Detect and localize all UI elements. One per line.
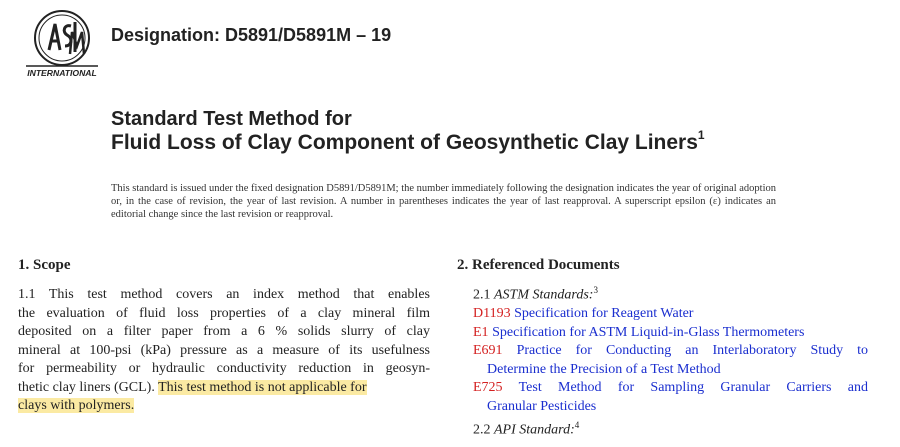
scope-line: mineral at 100-psi (kPa) pressure as a measure of its usefulness bbox=[18, 342, 430, 358]
reference-code-link[interactable]: E691 bbox=[473, 343, 503, 359]
highlighted-text: clays with polymers. bbox=[18, 398, 135, 413]
logo-wordmark: INTERNATIONAL bbox=[27, 68, 97, 78]
scope-line bbox=[18, 397, 430, 416]
scope-line: for permeability or hydraulic conductivity reduction in geosyn- bbox=[18, 361, 430, 376]
reference-title-link[interactable]: Specification for Reagent Water bbox=[514, 306, 694, 322]
referenced-documents-heading: 2. Referenced Documents bbox=[457, 257, 620, 273]
reference-code-link[interactable]: E725 bbox=[473, 380, 503, 396]
title-footnote-mark: 1 bbox=[697, 128, 705, 142]
standard-notice: This standard is issued under the fixed designation D5891/D5891M; the number immediately following the designation indicates the year of original adoption or, in the case of revision, the year of last revision. A number in parentheses indicates the year of last reapproval. A superscript epsilon (ε) indicates an editorial change since the last revision or reapproval. bbox=[111, 183, 776, 220]
title-main: Fluid Loss of Clay Component of Geosynthetic Clay Liners bbox=[111, 131, 698, 154]
scope-line bbox=[18, 379, 430, 398]
title-line-2 bbox=[111, 130, 705, 155]
referenced-documents-list bbox=[473, 281, 868, 440]
scope-paragraph bbox=[18, 286, 430, 416]
reference-title-link[interactable]: Test Method for Sampling Granular Carriers and bbox=[518, 380, 868, 396]
reference-code-link[interactable]: D1193 bbox=[473, 306, 511, 322]
reference-title-link[interactable]: Practice for Conducting an Interlaboratory Study to bbox=[516, 343, 868, 359]
astm-international-logo bbox=[22, 8, 102, 80]
api-standard-subheading: 2.2 API Standard:$^4$ bbox=[473, 420, 580, 438]
reference-item[interactable] bbox=[473, 324, 868, 343]
scope-line-plain: thetic clay liners (GCL). bbox=[18, 379, 159, 395]
designation: Designation: D5891/D5891M – 19 bbox=[111, 25, 392, 45]
astm-standards-subheading: 2.1 ASTM Standards:$^3$ bbox=[473, 285, 598, 303]
reference-title-continuation[interactable]: Determine the Precision of a Test Method bbox=[487, 361, 721, 377]
scope-line: 1.1 This test method covers an index method that enables bbox=[18, 287, 430, 302]
reference-title-continuation[interactable]: Granular Pesticides bbox=[487, 398, 597, 414]
scope-heading: 1. Scope bbox=[18, 257, 71, 273]
scope-line: the evaluation of fluid loss properties of a clay mineral film bbox=[18, 305, 430, 321]
scope-line: deposited on a filter paper from a 6 % solids slurry of clay bbox=[18, 324, 430, 339]
reference-title-link[interactable]: Specification for ASTM Liquid-in-Glass Thermometers bbox=[492, 324, 805, 340]
reference-item[interactable] bbox=[473, 379, 868, 416]
reference-item[interactable] bbox=[473, 305, 868, 324]
title-line-1: Standard Test Method for bbox=[111, 108, 352, 130]
highlighted-text: This test method is not applicable for bbox=[158, 379, 367, 395]
reference-code-link[interactable]: E1 bbox=[473, 324, 489, 340]
reference-item[interactable] bbox=[473, 342, 868, 379]
